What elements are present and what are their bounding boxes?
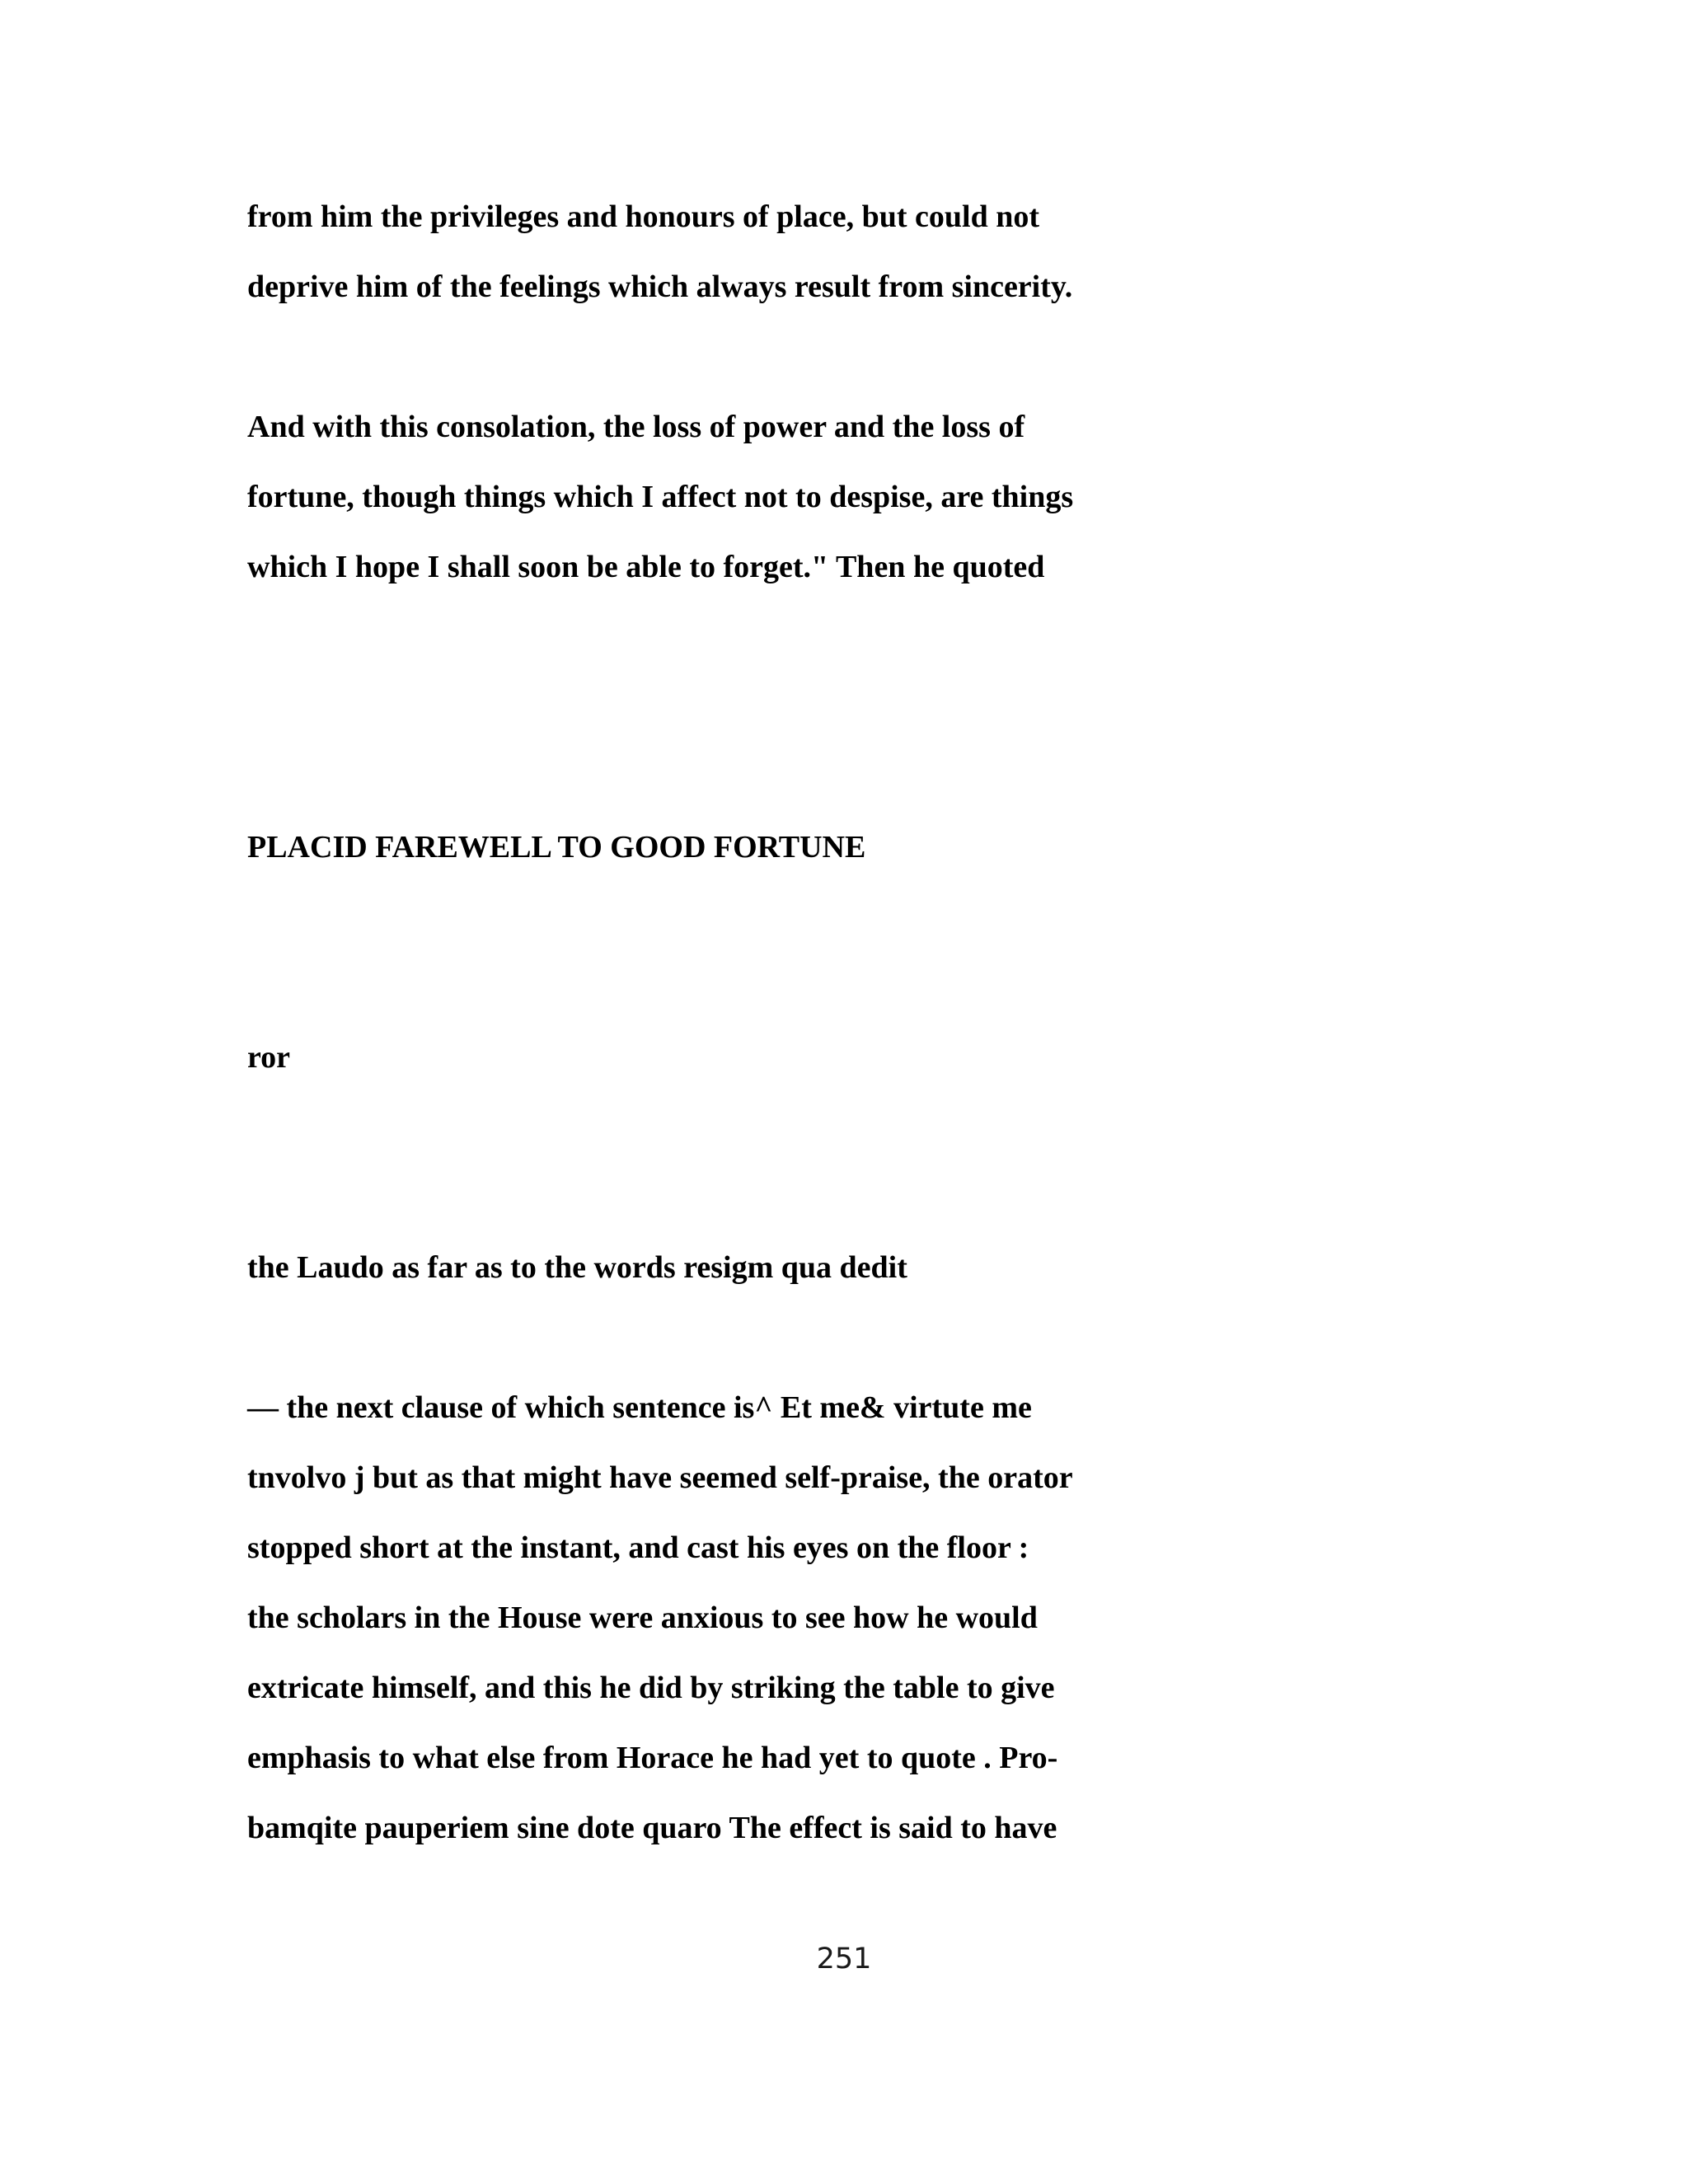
text-line: the Laudo as far as to the words resigm qua dedit (247, 1250, 907, 1285)
text-line: deprive him of the feelings which always result from sincerity. (247, 269, 1073, 304)
page-number: 251 (816, 1943, 872, 1975)
text-line: — the next clause of which sentence is^ Et me& virtute me (247, 1390, 1032, 1425)
text-line: the scholars in the House were anxious to see how he would (247, 1601, 1038, 1635)
text-line: bamqite pauperiem sine dote quaro The effect is said to have (247, 1811, 1057, 1845)
text-line: extricate himself, and this he did by striking the table to give (247, 1671, 1055, 1705)
text-line: fortune, though things which I affect not to despise, are things (247, 480, 1074, 514)
text-line: from him the privileges and honours of place, but could not (247, 199, 1039, 234)
text-line: And with this consolation, the loss of power and the loss of (247, 410, 1025, 444)
text-line: emphasis to what else from Horace he had yet to quote . Pro- (247, 1741, 1058, 1775)
text-line: which I hope I shall soon be able to forget." Then he quoted (247, 550, 1045, 584)
section-heading: PLACID FAREWELL TO GOOD FORTUNE (247, 830, 866, 865)
text-line: tnvolvo j but as that might have seemed self-praise, the orator (247, 1460, 1073, 1495)
text-line: ror (247, 1040, 291, 1075)
text-line: stopped short at the instant, and cast his eyes on the floor : (247, 1530, 1029, 1565)
